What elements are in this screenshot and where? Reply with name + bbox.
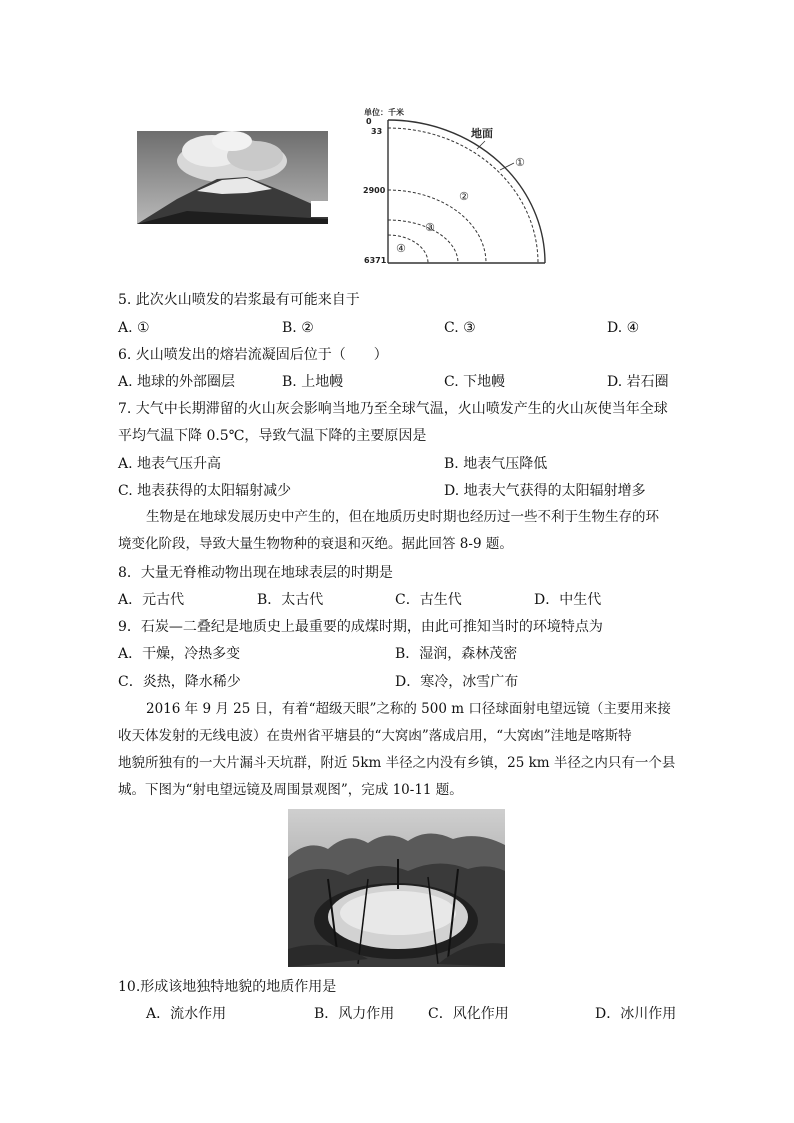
q8-option-b: B．太古代 <box>257 592 324 608</box>
radio-telescope-photo <box>288 809 505 967</box>
surface-label: 地面 <box>471 127 493 140</box>
q7-option-c: C. 地表获得的太阳辐射减少 <box>118 483 292 499</box>
q9-option-d: D．寒冷，冰雪广布 <box>395 674 519 690</box>
passage-8-9-line-2: 境变化阶段，导致大量生物物种的衰退和灭绝。据此回答 8-9 题。 <box>118 536 513 552</box>
question-5: 5. 此次火山喷发的岩浆最有可能来自于 <box>118 292 360 308</box>
question-9: 9．石炭—二叠纪是地质史上最重要的成煤时期，由此可推知当时的环境特点为 <box>118 619 603 635</box>
question-7-line-1: 7. 大气中长期滞留的火山灰会影响当地乃至全球气温，火山喷发产生的火山灰使当年全球 <box>118 401 668 417</box>
passage-10-11-line-2: 收天体发射的无线电波）在贵州省平塘县的“大窝凼”落成启用，“大窝凼”洼地是喀斯特 <box>118 728 632 744</box>
layer-marker-1: ① <box>515 156 525 169</box>
q10-option-a: A．流水作用 <box>146 1006 227 1022</box>
depth-label-0: 0 <box>366 117 372 126</box>
passage-10-11-line-4: 城。下图为“射电望远镜及周围景观图”，完成 10-11 题。 <box>118 782 463 798</box>
q6-option-b: B. 上地幔 <box>282 374 344 390</box>
q7-option-d: D. 地表大气获得的太阳辐射增多 <box>444 483 646 499</box>
q9-option-b: B．湿润，森林茂密 <box>395 646 518 662</box>
layer-marker-2: ② <box>459 190 469 203</box>
unit-label: 单位：千米 <box>364 108 404 117</box>
q5-option-b: B. ② <box>282 320 314 336</box>
layer-marker-4: ④ <box>396 242 406 255</box>
q9-option-c: C．炎热，降水稀少 <box>118 674 241 690</box>
q5-option-d: D. ④ <box>607 320 640 336</box>
earth-layers-diagram <box>355 102 555 267</box>
q9-option-a: A．干燥，冷热多变 <box>118 646 241 662</box>
depth-label-33: 33 <box>371 127 383 136</box>
passage-8-9-line-1: 生物是在地球发展历史中产生的，但在地质历史时期也经历过一些不利于生物生存的环 <box>146 509 659 525</box>
volcano-photo <box>137 131 328 224</box>
q10-option-b: B．风力作用 <box>314 1006 395 1022</box>
q6-option-a: A. 地球的外部圈层 <box>118 374 236 390</box>
q5-option-a: A. ① <box>118 320 150 336</box>
q5-option-c: C. ③ <box>444 320 476 336</box>
q10-option-c: C．风化作用 <box>428 1006 509 1022</box>
depth-label-6371: 6371 <box>364 256 387 265</box>
q8-option-d: D．中生代 <box>534 592 602 608</box>
depth-label-2900: 2900 <box>363 186 386 195</box>
q8-option-c: C．古生代 <box>395 592 462 608</box>
passage-10-11-line-3: 地貌所独有的一大片漏斗天坑群，附近 5km 半径之内没有乡镇，25 km 半径之内只有一个县 <box>118 755 676 771</box>
q10-option-d: D．冰川作用 <box>595 1006 677 1022</box>
question-6: 6. 火山喷发出的熔岩流凝固后位于（ ） <box>118 347 388 363</box>
q7-option-a: A. 地表气压升高 <box>118 456 222 472</box>
layer-marker-3: ③ <box>425 221 435 234</box>
question-7-line-2: 平均气温下降 0.5℃，导致气温下降的主要原因是 <box>118 428 427 444</box>
q6-option-c: C. 下地幔 <box>444 374 506 390</box>
q8-option-a: A．元古代 <box>118 592 185 608</box>
question-10: 10.形成该地独特地貌的地质作用是 <box>118 979 337 995</box>
question-8: 8．大量无脊椎动物出现在地球表层的时期是 <box>118 565 393 581</box>
passage-10-11-line-1: 2016 年 9 月 25 日，有着“超级天眼”之称的 500 m 口径球面射电望远镜（主要用来接 <box>146 701 671 717</box>
q6-option-d: D. 岩石圈 <box>607 374 669 390</box>
q7-option-b: B. 地表气压降低 <box>444 456 548 472</box>
